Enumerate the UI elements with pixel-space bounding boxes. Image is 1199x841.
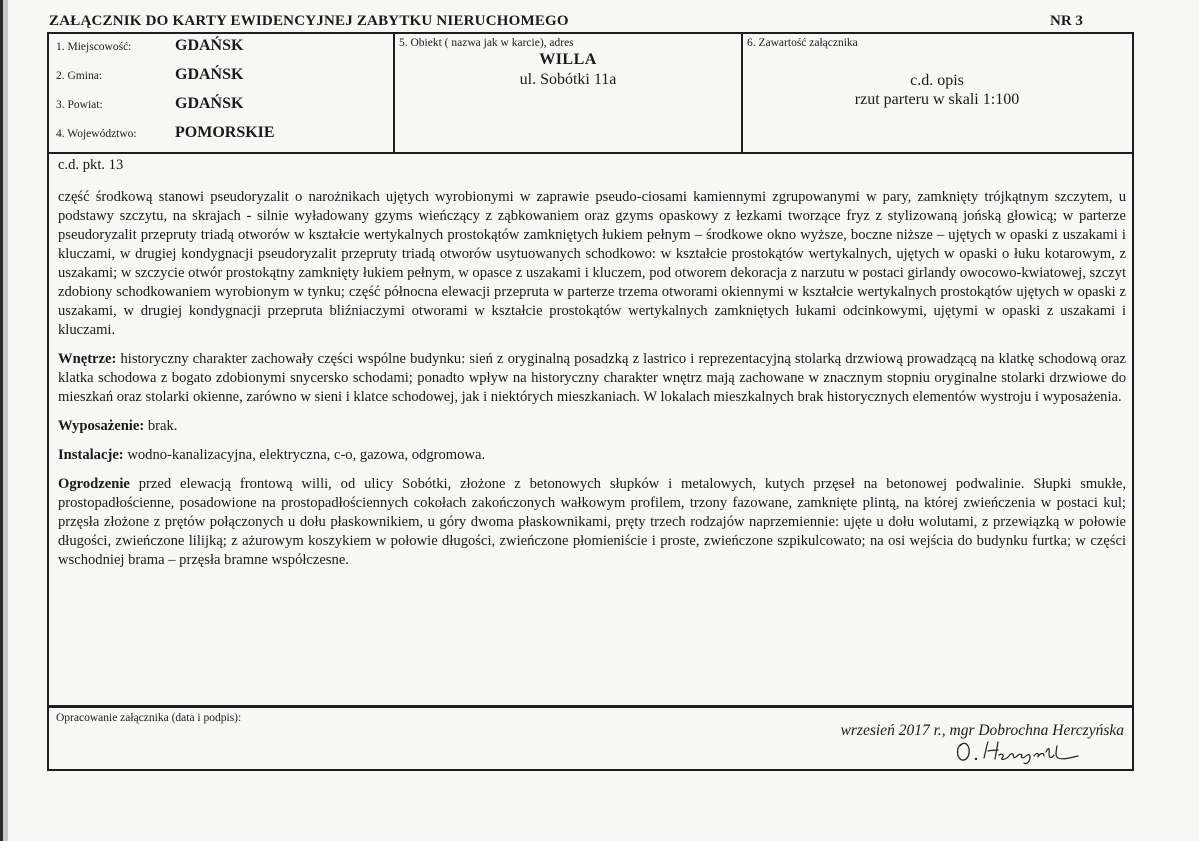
scan-edge-light	[3, 0, 8, 841]
footer-label: Opracowanie załącznika (data i podpis):	[56, 712, 242, 724]
description-section	[47, 152, 1134, 707]
facade-paragraph: część środkową stanowi pseudoryzalit o narożnikach ujętych wyrobionymi w zaprawie pseudo-ciosami kamiennymi zgrupowanymi w pary, zamknięty trójkątnym szczytem, u podstawy szczytu, na skrajach - silnie wyładowany gzyms wieńczący z ząbkowaniem oraz gzyms opaskowy z łezkami tworzące fryz z stylizowaną jońską głowicą; w parterze pseudoryzalit przepruty triadą otworów w kształcie wertykalnych prostokątów zamkniętych łukiem pełnym – środkowe okno wyższe, boczne niższe – ujętych w opaski z uszakami i kluczami, w drugiej kondygnacji pseudoryzalit przepruty triadą otworów usytuowanych schodkowo: w kształcie prostokątów wertykalnych, ujętych w opaski o łuku kotarowym, z uszakami; w szczycie otwór prostokątny zamknięty łukiem pełnym, w opasce z uszakami i kluczem, pod otworem dekoracja z narzutu w postaci girlandy owocowo-kwiatowej, szczyt zdobiony schodkowaniem wyrobionym w tynku; część północna elewacji przepruta w parterze trzema otworami okiennymi w kształcie wertykalnych prostokątów ujętych w opaski z uszakami, w drugiej kondygnacji przepruta bliźniaczymi otworami w kształcie prostokątów wertykalnych zamkniętych łukami odcinkowymi, ujętymi w opaski z uszakami i kluczami.	[58, 189, 1126, 338]
interior-heading: Wnętrze:	[58, 351, 117, 367]
location-label-commune: 2. Gmina:	[56, 70, 102, 82]
installations-text: wodno-kanalizacyjna, elektryczna, c-o, gazowa, odgromowa.	[123, 447, 486, 463]
location-value-county: GDAŃSK	[175, 95, 244, 112]
location-value-commune: GDAŃSK	[175, 66, 244, 83]
contents-line-1: c.d. opis	[910, 72, 964, 89]
equipment-paragraph	[58, 417, 1126, 436]
header-divider-2	[741, 34, 743, 152]
document-title: ZAŁĄCZNIK DO KARTY EWIDENCYJNEJ ZABYTKU NIERUCHOMEGO	[49, 13, 569, 29]
contents-line-2: rzut parteru w skali 1:100	[854, 91, 1020, 108]
location-value-voivodeship: POMORSKIE	[175, 124, 275, 141]
description-text	[58, 156, 1126, 570]
fence-paragraph	[58, 475, 1126, 570]
fence-heading: Ogrodzenie	[58, 476, 130, 492]
interior-text: historyczny charakter zachowały części wspólne budynku: sień z oryginalną posadzką z lastrico i reprezentacyjną stolarką drzwiową prowadzącą na klatkę schodową oraz klatka schodowa z bogato zdobionymi snycersko schodami; ponadto wpływ na historyczny charakter wnętrz mają zachowane w znacznym stopniu oryginalne stolarki drzwiowe do mieszkań oraz stolarki okienne, zarówno w sieni i klatce schodowej, jak i niektórych mieszkaniach. W lokalach mieszkalnych brak historycznych elementów wystroju i wyposażenia.	[58, 351, 1126, 405]
equipment-heading: Wyposażenie:	[58, 418, 145, 434]
contents-label: 6. Zawartość załącznika	[747, 37, 858, 49]
continuation-label: c.d. pkt. 13	[58, 157, 124, 173]
fence-text: przed elewacją frontową willi, od ulicy Sobótki, złożone z betonowych słupków i metalowych, kutych przęseł na betonowej podwalinie. Słupki smukłe, prostopadłościenne, posadowione na prostopadłościennych cokołach zakończonych wałkowym profilem, trzony fazowane, zamknięte plintą, na której zwieńczenia w postaci kul; przęsła złożone z prętów połączonych u dołu płaskownikiem, u góry dwoma płaskownikami, pręty trzech rodzajów naprzemiennie: ujęte u dołu wolutami, z przewiązką w połowie długości, zwieńczone lilijką; z ażurowym koszykiem w połowie długości, zwieńczone płomieniście i proste, zwieńczone szpikulcowato; na osi wejścia do budynku furtka; w części wschodniej brama – przęsła bramne współczesne.	[58, 476, 1126, 568]
interior-paragraph	[58, 350, 1126, 407]
footer-section	[47, 707, 1134, 771]
footer-date-author: wrzesień 2017 r., mgr Dobrochna Herczyńska	[840, 722, 1124, 739]
object-address: ul. Sobótki 11a	[519, 71, 617, 88]
installations-paragraph	[58, 446, 1126, 465]
location-label-voivodeship: 4. Województwo:	[56, 128, 137, 140]
handwritten-signature	[954, 738, 1084, 766]
installations-heading: Instalacje:	[58, 447, 124, 463]
header-table	[47, 32, 1134, 154]
object-name: WILLA	[539, 51, 597, 68]
location-label-county: 3. Powiat:	[56, 99, 103, 111]
object-label: 5. Obiekt ( nazwa jak w karcie), adres	[399, 37, 574, 49]
equipment-text: brak.	[144, 418, 178, 434]
location-value-town: GDAŃSK	[175, 37, 244, 54]
document-number: NR 3	[1050, 13, 1083, 29]
location-label-town: 1. Miejscowość:	[56, 41, 132, 53]
